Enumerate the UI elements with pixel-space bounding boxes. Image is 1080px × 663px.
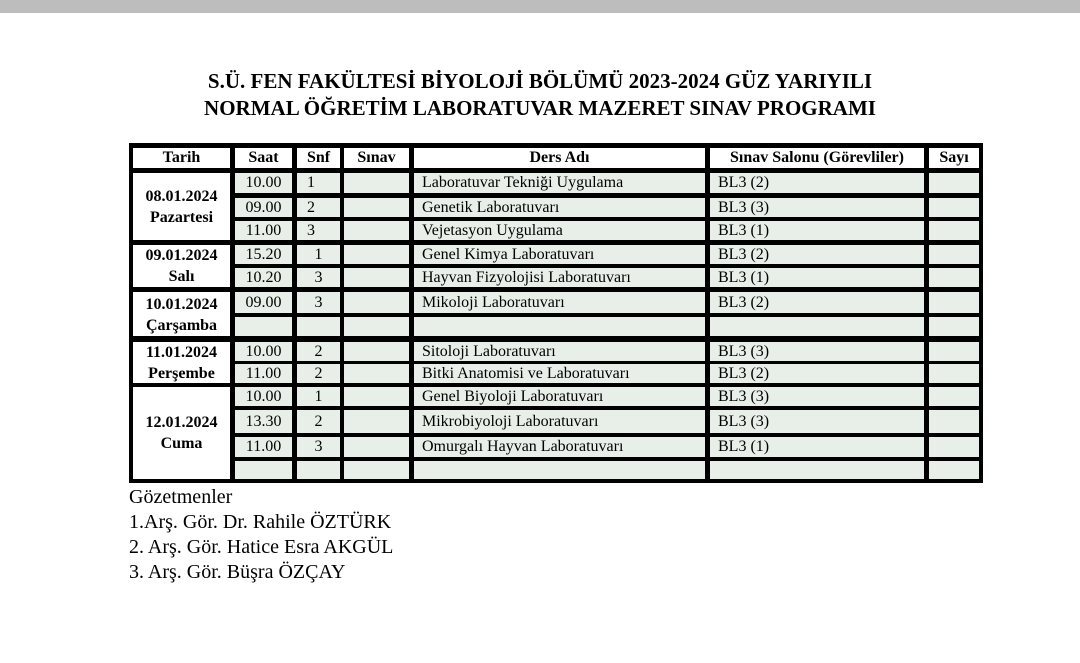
weekday-text: Çarşamba [145, 317, 218, 334]
count-cell [929, 387, 979, 406]
hall-cell: BL3 (1) [710, 268, 924, 287]
document-title [0, 68, 1080, 122]
date-text: 08.01.2024 [145, 187, 218, 205]
class-cell: 2 [297, 410, 340, 433]
class-cell: 2 [297, 364, 340, 383]
count-cell [929, 342, 979, 361]
time-cell [235, 461, 292, 479]
time-cell [235, 317, 292, 336]
exam-cell [344, 342, 409, 361]
class-cell [297, 461, 340, 479]
date-cell [133, 245, 230, 287]
class-cell: 3 [297, 268, 340, 287]
date-text: 09.01.2024 [145, 247, 218, 264]
hall-cell: BL3 (3) [710, 410, 924, 433]
course-cell: Bitki Anatomisi ve Laboratuvarı [414, 364, 705, 383]
header-cell: Snf [297, 148, 340, 168]
header-cell: Sayı [929, 148, 979, 168]
count-cell [929, 317, 979, 336]
course-cell: Genel Biyoloji Laboratuvarı [414, 387, 705, 406]
hall-cell: BL3 (3) [710, 342, 924, 361]
class-cell: 1 [297, 245, 340, 264]
exam-cell [344, 317, 409, 336]
class-cell: 3 [297, 292, 340, 313]
count-cell [929, 221, 979, 240]
exam-cell [344, 198, 409, 217]
exam-cell [344, 364, 409, 383]
header-cell: Tarih [133, 148, 230, 168]
hall-cell: BL3 (2) [710, 292, 924, 313]
proctor-item: 3. Arş. Gör. Büşra ÖZÇAY [129, 561, 346, 583]
time-cell: 15.20 [235, 245, 292, 264]
weekday-text: Cuma [160, 435, 203, 452]
hall-cell [710, 461, 924, 479]
class-cell: 1 [297, 387, 340, 406]
weekday-text: Pazartesi [149, 208, 214, 226]
course-cell: Vejetasyon Uygulama [414, 221, 705, 240]
course-cell: Mikoloji Laboratuvarı [414, 292, 705, 313]
top-bar [0, 0, 1080, 13]
time-cell: 09.00 [235, 198, 292, 217]
exam-cell [344, 245, 409, 264]
course-cell: Genetik Laboratuvarı [414, 198, 705, 217]
course-cell: Laboratuvar Tekniği Uygulama [414, 173, 705, 193]
time-cell: 10.00 [235, 342, 292, 361]
proctors-section [129, 485, 393, 585]
class-cell [297, 317, 340, 336]
count-cell [929, 461, 979, 479]
exam-cell [344, 173, 409, 193]
count-cell [929, 268, 979, 287]
time-cell: 13.30 [235, 410, 292, 433]
course-cell [414, 317, 705, 336]
time-cell: 11.00 [235, 364, 292, 383]
count-cell [929, 198, 979, 217]
class-cell: 3 [297, 221, 340, 240]
course-cell: Omurgalı Hayvan Laboratuvarı [414, 437, 705, 457]
class-cell: 3 [297, 437, 340, 457]
date-cell [133, 387, 230, 479]
hall-cell: BL3 (1) [710, 437, 924, 457]
course-cell: Mikrobiyoloji Laboratuvarı [414, 410, 705, 433]
exam-cell [344, 221, 409, 240]
time-cell: 09.00 [235, 292, 292, 313]
hall-cell: BL3 (2) [710, 173, 924, 193]
hall-cell: BL3 (2) [710, 245, 924, 264]
date-text: 10.01.2024 [145, 296, 218, 313]
count-cell [929, 364, 979, 383]
class-cell: 1 [297, 173, 340, 193]
title-line-2: NORMAL ÖĞRETİM LABORATUVAR MAZERET SINAV PROGRAMI [204, 96, 876, 120]
time-cell: 10.20 [235, 268, 292, 287]
count-cell [929, 437, 979, 457]
course-cell [414, 461, 705, 479]
header-cell: Sınav [344, 148, 409, 168]
exam-cell [344, 437, 409, 457]
hall-cell: BL3 (3) [710, 198, 924, 217]
time-cell: 11.00 [235, 437, 292, 457]
exam-schedule-table [129, 143, 983, 483]
title-line-1: S.Ü. FEN FAKÜLTESİ BİYOLOJİ BÖLÜMÜ 2023-2024 GÜZ YARIYILI [207, 69, 873, 93]
hall-cell: BL3 (2) [710, 364, 924, 383]
count-cell [929, 173, 979, 193]
class-cell: 2 [297, 198, 340, 217]
exam-cell [344, 410, 409, 433]
course-cell: Hayvan Fizyolojisi Laboratuvarı [414, 268, 705, 287]
date-cell [133, 342, 230, 383]
course-cell: Sitoloji Laboratuvarı [414, 342, 705, 361]
hall-cell [710, 317, 924, 336]
proctor-item: 2. Arş. Gör. Hatice Esra AKGÜL [129, 536, 394, 558]
proctors-heading: Gözetmenler [129, 486, 233, 508]
date-text: 11.01.2024 [145, 343, 218, 361]
time-cell: 10.00 [235, 173, 292, 193]
weekday-text: Salı [168, 268, 195, 285]
proctor-item: 1.Arş. Gör. Dr. Rahile ÖZTÜRK [129, 511, 392, 533]
weekday-text: Perşembe [148, 364, 215, 382]
count-cell [929, 292, 979, 313]
header-cell: Ders Adı [414, 148, 705, 168]
hall-cell: BL3 (3) [710, 387, 924, 406]
date-text: 12.01.2024 [145, 414, 218, 431]
header-cell: Sınav Salonu (Görevliler) [710, 148, 924, 168]
date-cell [133, 173, 230, 240]
hall-cell: BL3 (1) [710, 221, 924, 240]
date-cell [133, 292, 230, 336]
exam-cell [344, 461, 409, 479]
count-cell [929, 410, 979, 433]
time-cell: 11.00 [235, 221, 292, 240]
class-cell: 2 [297, 342, 340, 361]
exam-cell [344, 268, 409, 287]
time-cell: 10.00 [235, 387, 292, 406]
header-cell: Saat [235, 148, 292, 168]
count-cell [929, 245, 979, 264]
course-cell: Genel Kimya Laboratuvarı [414, 245, 705, 264]
exam-cell [344, 292, 409, 313]
exam-cell [344, 387, 409, 406]
